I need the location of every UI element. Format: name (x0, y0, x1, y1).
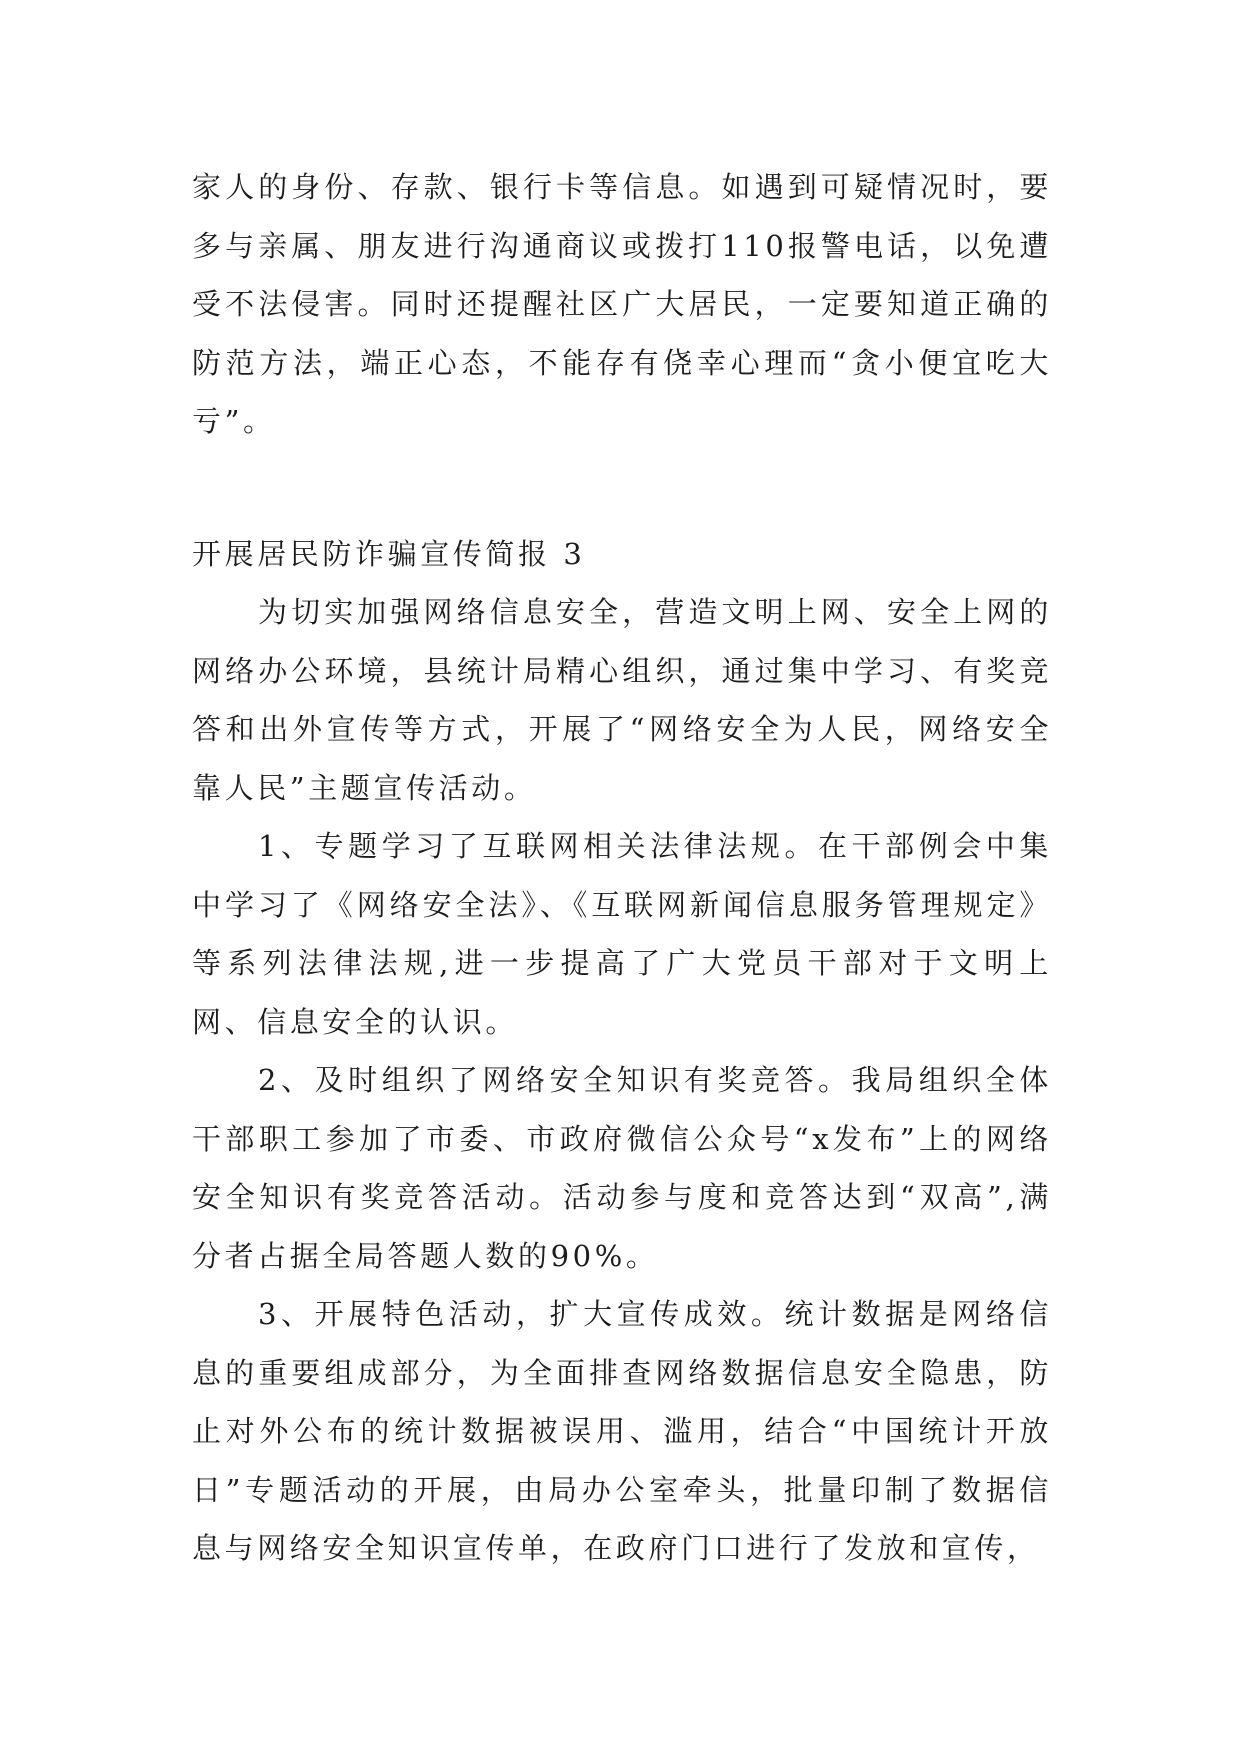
body-paragraph: 1、专题学习了互联网相关法律法规。在干部例会中集中学习了《网络安全法》、《互联网新闻信息服务管理规定》等系列法律法规,进一步提高了广大党员干部对于文明上网、信息安全的认识。 (192, 829, 1052, 1039)
body-paragraph: 2、及时组织了网络安全知识有奖竞答。我局组织全体干部职工参加了市委、市政府微信公众号“x发布”上的网络安全知识有奖竞答活动。活动参与度和竞答达到“双高”,满分者占据全局答题人数的90%。 (192, 1063, 1052, 1273)
body-paragraph: 3、开展特色活动，扩大宣传成效。统计数据是网络信息的重要组成部分，为全面排查网络数据信息安全隐患，防止对外公布的统计数据被误用、滥用，结合“中国统计开放日”专题活动的开展，由局办公室牵头，批量印制了数据信息与网络安全知识宣传单，在政府门口进行了发放和宣传， (192, 1297, 1052, 1565)
section-title: 开展居民防诈骗宣传简报 3 (192, 536, 586, 571)
continuation-paragraph: 家人的身份、存款、银行卡等信息。如遇到可疑情况时，要多与亲属、朋友进行沟通商议或拨打110报警电话，以免遭受不法侵害。同时还提醒社区广大居民，一定要知道正确的防范方法，端正心态，不能存有侥幸心理而“贪小便宜吃大亏”。 (192, 170, 1052, 438)
body-paragraph: 为切实加强网络信息安全，营造文明上网、安全上网的网络办公环境，县统计局精心组织，通过集中学习、有奖竞答和出外宣传等方式，开展了“网络安全为人民，网络安全靠人民”主题宣传活动。 (192, 595, 1052, 805)
document-page (192, 158, 1052, 1578)
